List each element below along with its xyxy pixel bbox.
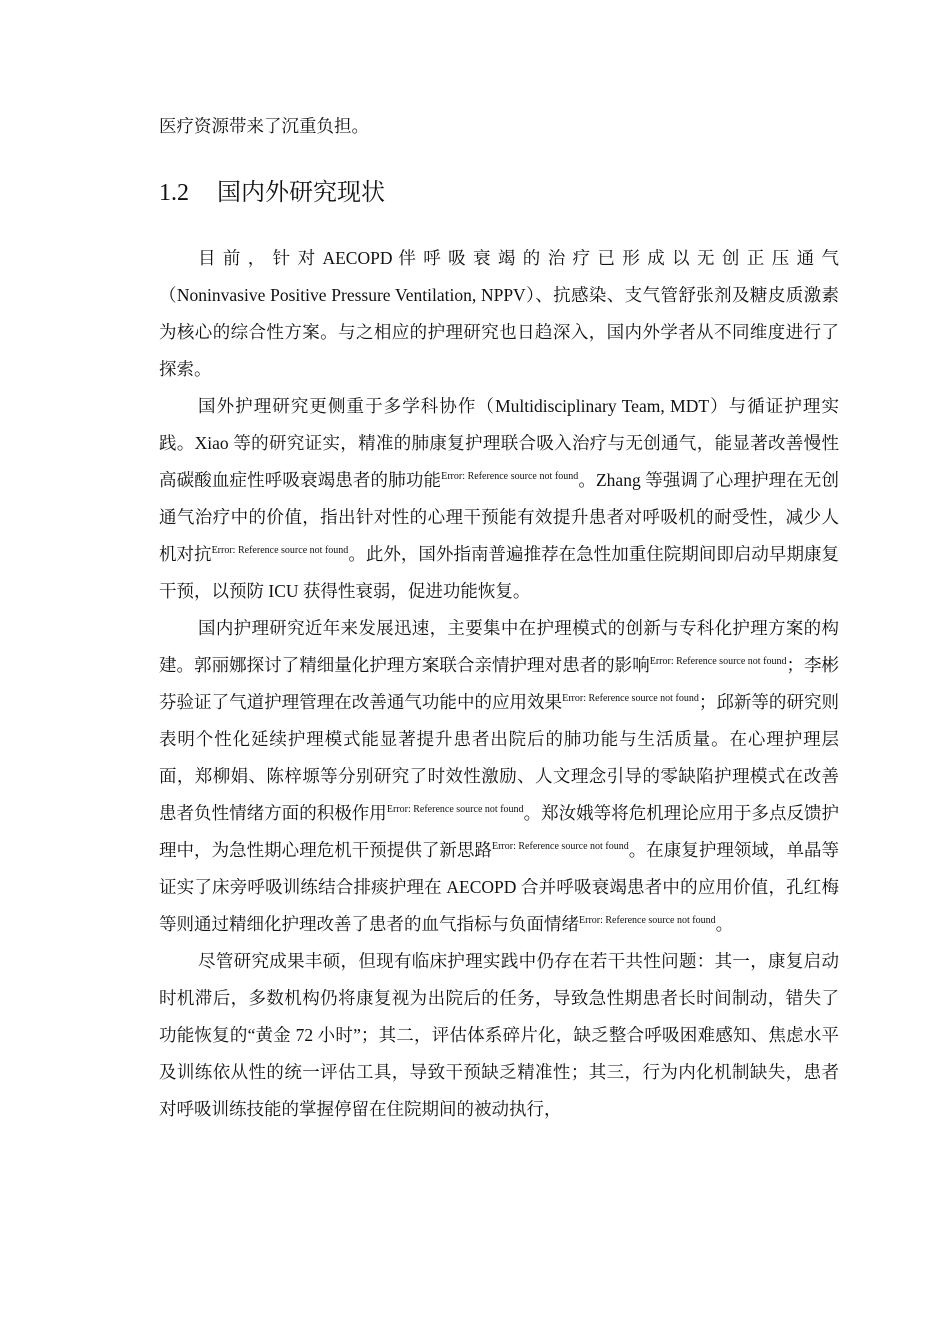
paragraph-3-text-f: 。 <box>715 914 734 934</box>
paragraph-3-text-c: ；邱新等的研究则表明个性化延续护理模式能显著提升患者出院后的肺功能与生活质量。在心理护理层面，郑柳娟、陈梓塬等分别研究了时效性激励、人文理念引导的零缺陷护理模式在改善患者负性情绪方面的积极作用 <box>159 692 840 823</box>
section-number: 1.2 <box>159 180 189 206</box>
reference-error: Error: Reference source not found <box>649 656 787 668</box>
paragraph-4-text: 尽管研究成果丰硕，但现有临床护理实践中仍存在若干共性问题：其一，康复启动时机滞后，多数机构仍将康复视为出院后的任务，导致急性期患者长时间制动，错失了功能恢复的“黄金 72 小时”；其二，评估体系碎片化，缺乏整合呼吸困难感知、焦虑水平及训练依从性的统一评估工具，导致干预缺乏精准性；其三，行为内化机制缺失，患者对呼吸训练技能的掌握停留在住院期间的被动执行， <box>159 951 839 1119</box>
paragraph-2-text-a: 国外护理研究更侧重于多学科协作（Multidisciplinary Team, MDT）与循证护理实践。Xiao 等的研究证实，精准的肺康复护理联合吸入治疗与无创通气，能显著改善慢性高碳酸血症性呼吸衰竭患者的肺功能 <box>159 396 839 490</box>
reference-error: Error: Reference source not found <box>579 915 716 927</box>
section-heading <box>159 177 839 209</box>
reference-error: Error: Reference source not found <box>562 693 699 705</box>
reference-error: Error: Reference source not found <box>211 545 349 557</box>
paragraph-2 <box>159 388 839 610</box>
document-page <box>159 108 839 1128</box>
paragraph-3-text-b: ；李彬芬验证了气道护理管理在改善通气功能中的应用效果 <box>159 655 840 712</box>
paragraph-3-text-e: 。在康复护理领域，单晶等证实了床旁呼吸训练结合排痰护理在 AECOPD 合并呼吸衰竭患者中的应用价值，孔红梅等则通过精细化护理改善了患者的血气指标与负面情绪 <box>159 840 840 934</box>
reference-error: Error: Reference source not found <box>441 471 579 483</box>
reference-error: Error: Reference source not found <box>491 841 629 853</box>
paragraph-3-text-a: 国内护理研究近年来发展迅速，主要集中在护理模式的创新与专科化护理方案的构建。郭丽娜探讨了精细量化护理方案联合亲情护理对患者的影响 <box>159 618 839 675</box>
paragraph-4 <box>159 943 839 1128</box>
paragraph-1-text: 目 前 ， 针 对 AECOPD 伴 呼 吸 衰 竭 的 治 疗 已 形 成 以 无 创 正 压 通 气（Noninvasive Positive Pressure Ventilation, NPPV）、抗感染、支气管舒张剂及糖皮质激素为核心的综合性方案。与之相应的护理研究也日趋深入，国内外学者从不同维度进行了探索。 <box>159 248 839 379</box>
reference-error: Error: Reference source not found <box>386 804 524 816</box>
paragraph-1 <box>159 240 839 388</box>
paragraph-2-text-c: 。此外，国外指南普遍推荐在急性加重住院期间即启动早期康复干预，以预防 ICU 获得性衰弱，促进功能恢复。 <box>159 544 840 601</box>
paragraph-3-text-d: 。郑汝娥等将危机理论应用于多点反馈护理中，为急性期心理危机干预提供了新思路 <box>159 803 840 860</box>
section-title: 国内外研究现状 <box>217 180 385 206</box>
paragraph-3 <box>159 610 839 943</box>
continued-paragraph: 医疗资源带来了沉重负担。 <box>159 116 369 136</box>
paragraph-2-text-b: 。Zhang 等强调了心理护理在无创通气治疗中的价值，指出针对性的心理干预能有效提升患者对呼吸机的耐受性，减少人机对抗 <box>159 470 840 564</box>
